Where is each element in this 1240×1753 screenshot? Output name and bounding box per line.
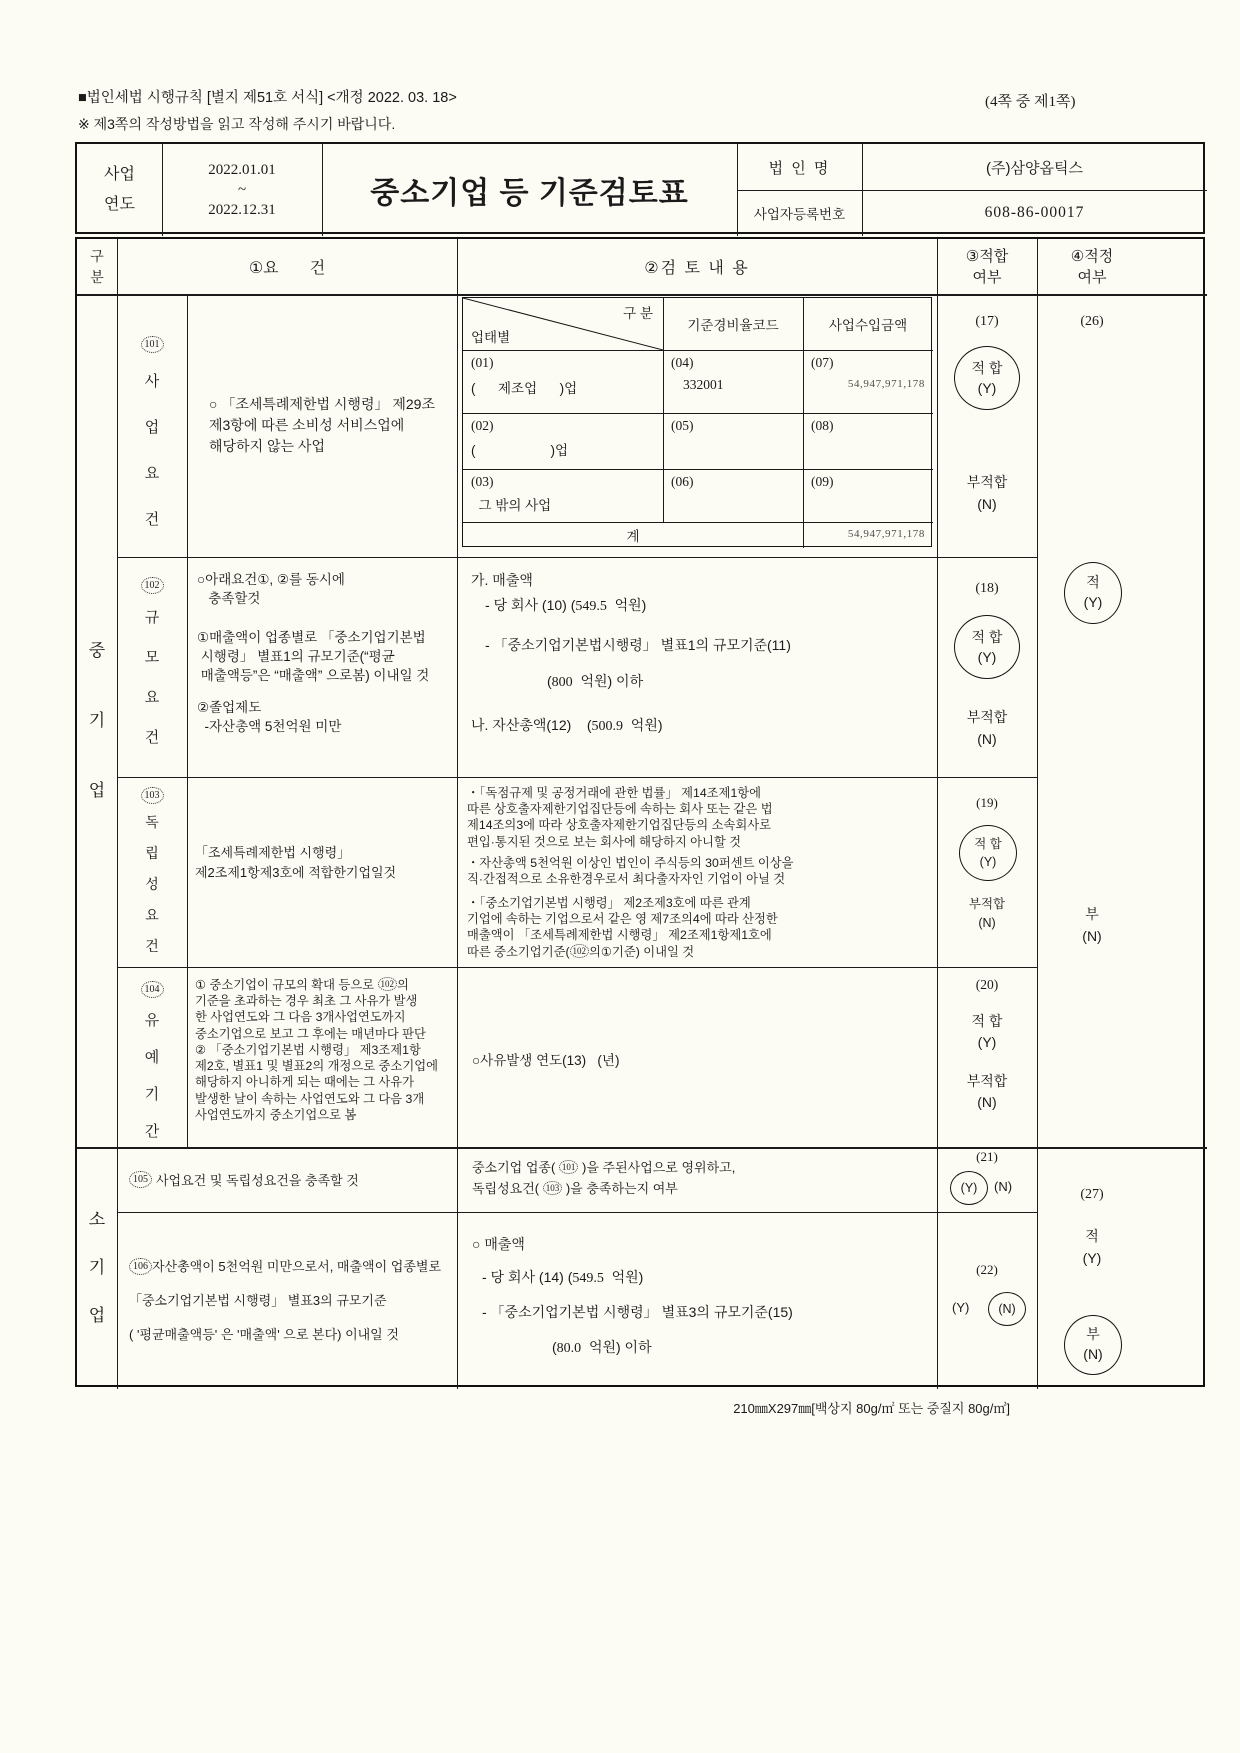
asset-amount-value[interactable]: 500.9 (591, 719, 624, 734)
section-106-number: 106 (129, 1258, 152, 1275)
review-line (471, 715, 663, 735)
pass-option[interactable]: 적 합 (Y) (971, 1013, 1003, 1050)
diag-label-bottom: 업태별 (471, 330, 511, 345)
sales-amount-value[interactable]: 549.5 (575, 599, 607, 614)
conform-code: (20) (975, 977, 999, 992)
section-104-requirement (187, 967, 457, 1147)
review-bullet: ・「독점규제 및 공정거래에 관한 법률」 제14조제1항에 따른 상호출자제한기업집단등에 속하는 회사 또는 같은 법 제14조의3에 따라 상호출자제한기업집단등의 소속회사로 편입·통지된 것으로 보는 회사에 해당하지 아니할 것 (467, 786, 773, 849)
section-103-title: 독 립 성 요 건 (145, 814, 159, 954)
table-row-cell (803, 469, 933, 522)
label: - 당 회사 (14) ( (482, 1269, 573, 1285)
revenue-value[interactable]: 54,947,971,178 (847, 378, 925, 390)
text-part: ① 중소기업이 규모의 확대 등으로 (195, 978, 378, 992)
selected-pass-mark[interactable]: 적 (Y) (1064, 562, 1122, 624)
col-header-conform: ③적합 여부 (965, 247, 1009, 286)
requirement-text: ①매출액이 업종별로 「중소기업기본법 시행령」 별표1의 규모기준(“평균 매출액등”은 “매출액” 으로봄) 이내일 것 (197, 630, 430, 683)
biz-reg-value: 608-86-00017 (984, 204, 1085, 221)
table-row-cell (663, 350, 803, 413)
field-number: (04) (671, 355, 694, 370)
text-part: 중소기업 업종( (472, 1160, 559, 1175)
selected-pass-mark[interactable]: 적 합 (Y) (954, 346, 1020, 410)
label: ○사유발생 연도(13) ( (472, 1053, 602, 1068)
review-line: 가. 매출액 (471, 572, 533, 588)
instruction-note: ※ 제3쪽의 작성방법을 읽고 작성해 주시기 바랍니다. (78, 116, 396, 132)
period-start: 2022.01.01 (208, 162, 276, 178)
table-row-cell (463, 413, 663, 469)
section-104-number: 104 (141, 981, 164, 998)
section-104-review (457, 967, 937, 1147)
col-business-revenue: 사업수입금액 (828, 318, 908, 333)
adequacy-code: (27) (1080, 1187, 1104, 1202)
unit: 억원) (606, 597, 647, 613)
section-106-review (457, 1212, 937, 1389)
section-102-review (457, 557, 937, 777)
section-101-title: 사 업 요 건 (144, 373, 160, 528)
selected-no-mark[interactable]: (N) (988, 1292, 1026, 1326)
field-number: (02) (471, 418, 494, 433)
conform-101 (937, 294, 1037, 557)
review-line (472, 1049, 619, 1069)
section-105-review (457, 1147, 937, 1212)
requirement-text: ○ 「조세특례제한법 시행령」 제29조 제3항에 따른 소비성 서비스업에 해당하지 않는 사업 (209, 396, 435, 454)
conform-code: (22) (976, 1262, 998, 1277)
review-line: - 「중소기업기본법시행령」 별표1의 규모기준(11) (485, 637, 791, 653)
review-line (482, 1267, 643, 1287)
unit: 년) (601, 1053, 620, 1068)
adequacy-code: (26) (1080, 314, 1104, 329)
review-line (547, 671, 643, 691)
table-row-cell (663, 469, 803, 522)
requirement-text: 사업요건 및 독립성요건을 충족할 것 (156, 1173, 359, 1188)
section-105-number: 105 (129, 1171, 152, 1188)
unit: 억원) (603, 1269, 644, 1285)
section-101-number: 101 (141, 336, 164, 353)
diag-label-top: 구 분 (623, 306, 653, 321)
field-number: (07) (811, 355, 834, 370)
section-104-label (117, 967, 187, 1147)
total-revenue-value: 54,947,971,178 (847, 528, 925, 540)
unit: 억원) 이하 (581, 1339, 652, 1355)
field-number: (09) (811, 474, 834, 489)
review-line: ○ 매출액 (472, 1236, 525, 1252)
business-type-value[interactable]: ( )업 (471, 443, 569, 458)
text-part: 의①기준) 이내일 것 (589, 944, 695, 959)
text-part: )을 주된사업으로 영위하고, (578, 1160, 736, 1175)
ref-101-circle: 101 (559, 1160, 579, 1174)
business-type-table (462, 297, 932, 547)
ref-102-circle: 102 (378, 977, 398, 991)
unit: 억원) 이하 (572, 673, 644, 689)
requirement-text: ②졸업제도 -자산총액 5천억원 미만 (197, 700, 342, 734)
review-bullet: ・자산총액 5천억원 이상인 법인이 주식등의 30퍼센트 이상을 직·간접적으로 소유한경우로서 최다출자자인 기업이 아닐 것 (467, 856, 794, 887)
conform-106 (937, 1212, 1037, 1389)
requirement-text: 자산총액이 5천억원 미만으로서, 매출액이 업종별로 「중소기업기본법 시행령」 별표3의 규모기준 ( '평균매출액등' 은 '매출액' 으로 본다) 이내일 것 (129, 1258, 442, 1342)
page-number: (4쪽 중 제1쪽) (985, 94, 1076, 110)
corp-name-value: (주)삼양옵틱스 (986, 159, 1083, 177)
requirement-text (195, 977, 438, 1123)
selected-pass-mark[interactable]: 적 합 (Y) (959, 825, 1017, 881)
conform-103 (937, 777, 1037, 967)
fail-option[interactable]: 부적합 (N) (966, 474, 1008, 512)
category-medium-enterprise: 중 기 업 (88, 640, 106, 800)
col-header-requirement: ①요 건 (248, 260, 326, 277)
section-102-number: 102 (141, 577, 164, 594)
text-part: 독립성요건( (472, 1180, 543, 1196)
section-103-review (457, 777, 937, 967)
section-103-requirement (187, 777, 457, 967)
field-number: (03) (471, 474, 494, 489)
field-number: (05) (671, 418, 694, 433)
period-end: 2022.12.31 (208, 202, 276, 218)
field-number: (01) (471, 355, 494, 370)
selected-yes-mark[interactable]: (Y) (950, 1171, 988, 1205)
section-101-label (117, 294, 187, 557)
total-amount-cell (803, 522, 933, 548)
paper-spec-footer: 210㎜X297㎜[백상지 80g/㎡ 또는 중질지 80g/㎡] (733, 1401, 1010, 1416)
section-102-label (117, 557, 187, 777)
fail-option[interactable]: 부적합 (N) (966, 1073, 1008, 1110)
biz-reg-label: 사업자등록번호 (753, 207, 846, 222)
text-part: ・「중소기업기본법 시행령」 제2조제3호에 따른 관계 기업에 속하는 기업으로서 같은 영 제7조의4에 따라 산정한 매출액이 「조세특례제한법 시행령」 제2조제1항제1호에 따른 중소기업기준( (467, 896, 778, 959)
requirement-text: ○아래요건①, ②를 동시에 충족할것 (197, 572, 345, 606)
business-type-value[interactable]: ( 제조업 )업 (471, 381, 578, 396)
label: ( (547, 673, 552, 689)
conform-code: (21) (976, 1149, 998, 1164)
section-102-requirement (187, 557, 457, 777)
table-row-cell (463, 350, 663, 413)
review-line (485, 595, 646, 615)
corp-name-label: 법 인 명 (768, 159, 831, 177)
conform-102 (937, 557, 1037, 777)
col-expense-code: 기준경비율코드 (687, 318, 779, 333)
title-block (75, 142, 1205, 234)
ref-103-circle: 103 (543, 1181, 563, 1195)
section-104-title: 유 예 기 간 (144, 1012, 160, 1140)
field-number: (08) (811, 418, 834, 433)
period-tilde: ~ (237, 182, 247, 198)
review-table (75, 237, 1205, 1387)
requirement-text: 「조세특례제한법 시행령」 제2조제1항제3호에 적합한기업일것 (195, 845, 397, 880)
label: 나. 자산총액(12) ( (471, 717, 592, 733)
review-line (552, 1337, 652, 1357)
table-row-cell (463, 469, 663, 522)
label: - 당 회사 (10) ( (485, 597, 576, 613)
review-line: - 「중소기업기본법 시행령」 별표3의 규모기준(15) (482, 1304, 793, 1320)
col-header-adequacy: ④적정 여부 (1070, 247, 1114, 286)
total-label-cell: 계 (626, 529, 640, 544)
category-small-enterprise: 소 기 업 (88, 1210, 106, 1325)
business-type-value: 그 밖의 사업 (471, 498, 552, 513)
standard-amount-value[interactable]: 80.0 (556, 1341, 582, 1356)
ref-102-circle: 102 (570, 944, 590, 958)
section-102-title: 규 모 요 건 (144, 609, 160, 746)
section-103-label (117, 777, 187, 967)
pass-option[interactable]: 적 (Y) (1082, 1228, 1102, 1267)
label: ( (552, 1339, 557, 1355)
form-rule-line: ■법인세법 시행규칙 [별지 제51호 서식] <개정 2022. 03. 18> (78, 90, 457, 106)
standard-amount-value[interactable]: 800 (551, 675, 573, 690)
col-header-category: 구 분 (90, 247, 104, 285)
form-title: 중소기업 등 기준검토표 (370, 177, 689, 210)
conform-code: (18) (975, 581, 999, 596)
expense-code-value[interactable]: 332001 (683, 377, 724, 392)
field-number: (06) (671, 474, 694, 489)
unit: 억원) (623, 717, 663, 733)
sales-amount-value[interactable]: 549.5 (572, 1271, 604, 1286)
conform-105 (937, 1147, 1037, 1212)
adequacy-27 (1037, 1147, 1147, 1389)
fail-option[interactable]: 부 (N) (1082, 906, 1102, 944)
selected-fail-mark[interactable]: 부 (N) (1064, 1315, 1122, 1375)
section-105-requirement (117, 1147, 457, 1212)
diagonal-header-cell (463, 298, 663, 350)
review-line (472, 1179, 937, 1200)
review-line (472, 1158, 937, 1179)
selected-pass-mark[interactable]: 적 합 (Y) (954, 615, 1020, 679)
fail-option[interactable]: 부적합 (N) (968, 897, 1006, 930)
no-option[interactable]: (N) (994, 1179, 1013, 1194)
adequacy-26 (1037, 294, 1147, 1147)
review-bullet (467, 895, 778, 960)
section-106-requirement (117, 1212, 457, 1389)
yes-option[interactable]: (Y) (952, 1300, 970, 1315)
conform-104 (937, 967, 1037, 1147)
business-year-label: 사업 연도 (104, 166, 135, 213)
col-header-review: ②검 토 내 용 (644, 260, 750, 277)
text-part: )을 충족하는지 여부 (562, 1180, 678, 1196)
business-year-period (162, 144, 322, 236)
text-part: 의 기준을 초과하는 경우 최초 그 사유가 발생 한 사업연도와 그 다음 3개사업연도까지 중소기업으로 보고 그 후에는 매년마다 판단 ② 「중소기업기본법 시행령」 제3조제1항 제2호, 별표1 및 별표2의 개정으로 중소기업에 해당하지 아니하게 되는 때에는 그 사유가 발생한 날이 속하는 사업연도와 그 다음 3개 사업연도까지 중소기업으로 봄 (195, 978, 438, 1122)
table-row-cell (663, 413, 803, 469)
conform-code: (19) (976, 795, 998, 810)
conform-code: (17) (975, 314, 999, 329)
section-103-number: 103 (141, 787, 164, 804)
table-row-cell (803, 350, 933, 413)
table-row-cell (803, 413, 933, 469)
section-101-requirement (187, 294, 457, 557)
fail-option[interactable]: 부적합 (N) (966, 709, 1008, 747)
